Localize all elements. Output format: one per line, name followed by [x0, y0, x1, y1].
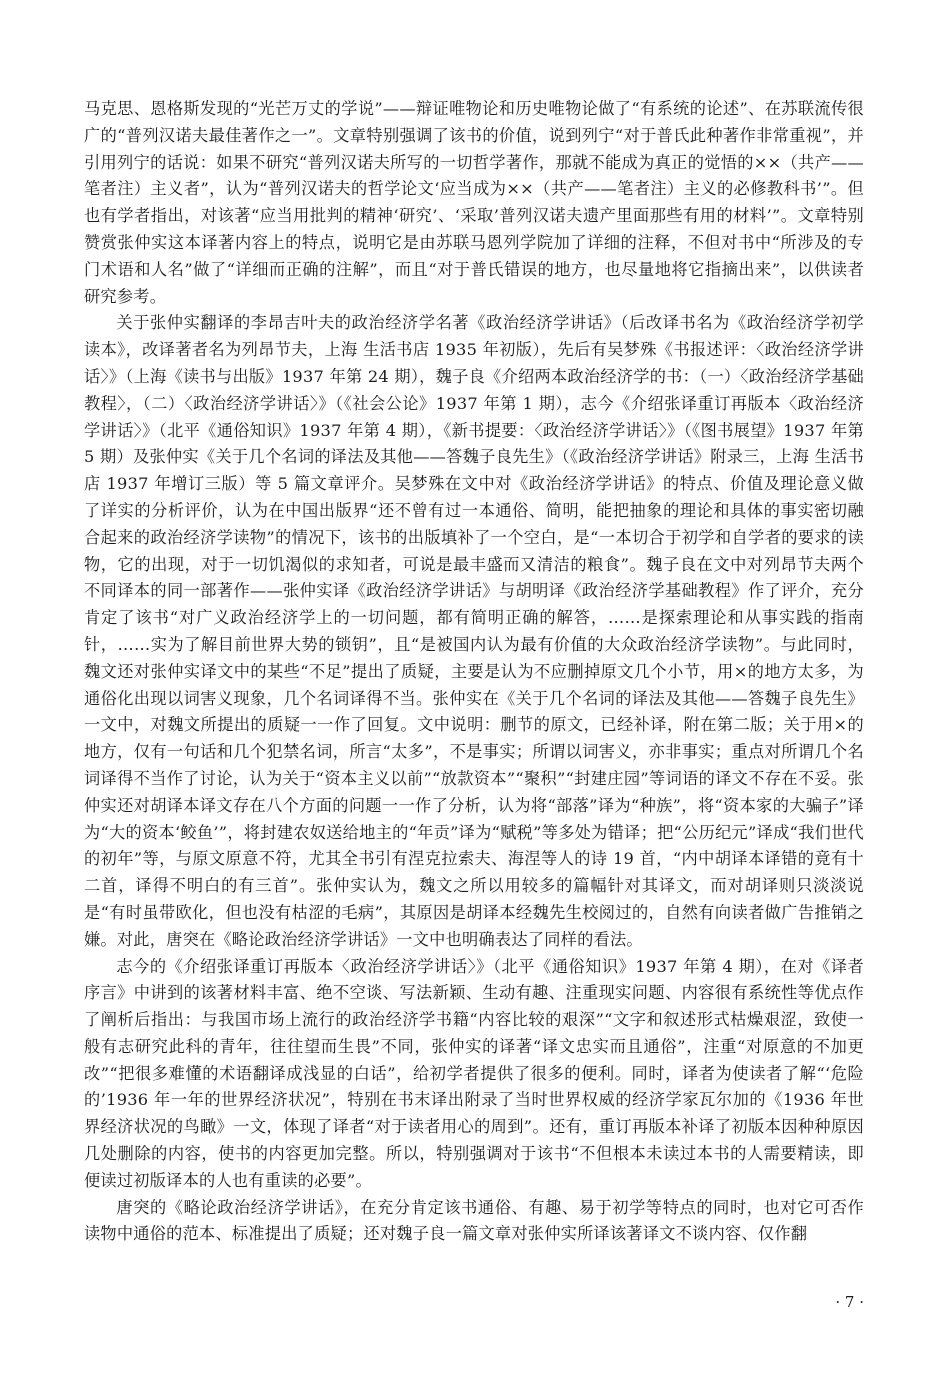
document-body: [84, 96, 864, 1248]
paragraph-4: 唐突的《略论政治经济学讲话》，在充分肯定该书通俗、有趣、易于初学等特点的同时，也对它可否作读物中通俗的范本、标准提出了质疑；还对魏子良一篇文章对张仲实所译该著译文不谈内容、仅作翻: [84, 1197, 864, 1244]
paragraph-3: 志今的《介绍张译重订再版本〈政治经济学讲话〉》（北平《通俗知识》1937 年第 4 期），在对《译者序言》中讲到的该著材料丰富、绝不空谈、写法新颖、生动有趣、注重现实问题、内容很有系统性等优点作了阐析后指出：与我国市场上流行的政治经济学书籍“内容比较的艰深”“文字和叙述形式枯燥艰涩，致使一般有志研究此科的青年，往往望而生畏”不同，张仲实的译著“译文忠实而且通俗”，注重“对原意的不加更改”“把很多难懂的术语翻译成浅显的白话”，给初学者提供了很多的便利。同时，译者为使读者了解“‘危险的’1936 年一年的世界经济状况”，特别在书末译出附录了当时世界权威的经济学家瓦尔加的《1936 年世界经济状况的鸟瞰》一文，体现了译者“对于读者用心的周到”。还有，重订再版本补译了初版本因种种原因几处删除的内容，使书的内容更加完整。所以，特别强调对于该书“不但根本未读过本书的人需要精读，即便读过初版译本的人也有重读的必要”。: [84, 956, 864, 1190]
paragraph-1: 马克思、恩格斯发现的“光芒万丈的学说”——辩证唯物论和历史唯物论做了“有系统的论述”、在苏联流传很广的“普列汉诺夫最佳著作之一”。文章特别强调了该书的价值，说到列宁“对于普氏此种著作非常重视”，并引用列宁的话说：如果不研究“普列汉诺夫所写的一切哲学著作，那就不能成为真正的觉悟的××（共产——笔者注）主义者”，认为“普列汉诺夫的哲学论文‘应当成为××（共产——笔者注）主义的必修教科书’”。但也有学者指出，对该著“应当用批判的精神‘研究’、‘采取’普列汉诺夫遗产里面那些有用的材料’”。文章特别赞赏张仲实这本译著内容上的特点，说明它是由苏联马恩列学院加了详细的注释，不但对书中“所涉及的专门术语和人名”做了“详细而正确的注解”，而且“对于普氏错误的地方，也尽量地将它指摘出来”，以供读者研究参考。: [84, 99, 864, 306]
page-number: · 7 ·: [835, 1293, 864, 1311]
paragraph-2: 关于张仲实翻译的李昂吉叶夫的政治经济学名著《政治经济学讲话》（后改译书名为《政治经济学初学读本》，改译著者名为列昂节夫，上海 生活书店 1935 年初版），先后有吴梦殊《书报述评：〈政治经济学讲话〉》（上海《读书与出版》1937 年第 24 期），魏子良《介绍两本政治经济学的书：（一）〈政治经济学基础教程〉，（二）〈政治经济学讲话〉》（《社会公论》1937 年第 1 期），志今《介绍张译重订再版本〈政治经济学讲话〉》（北平《通俗知识》1937 年第 4 期），《新书提要：〈政治经济学讲话〉》（《图书展望》1937 年第 5 期）及张仲实《关于几个名词的译法及其他——答魏子良先生》（《政治经济学讲话》附录三，上海 生活书店 1937 年增订三版）等 5 篇文章评介。吴梦殊在文中对《政治经济学讲话》的特点、价值及理论意义做了详实的分析评价，认为在中国出版界“还不曾有过一本通俗、简明，能把抽象的理论和具体的事实密切融合起来的政治经济学读物”的情况下，该书的出版填补了一个空白，是“一本切合于初学和自学者的要求的读物，它的出现，对于一切饥渴似的求知者，可说是最丰盛而又清洁的粮食”。魏子良在文中对列昂节夫两个不同译本的同一部著作——张仲实译《政治经济学讲话》与胡明译《政治经济学基础教程》作了评介，充分肯定了该书“对广义政治经济学上的一切问题，都有简明正确的解答，……是探索理论和从事实践的指南针，……实为了解目前世界大势的锁钥”，且“是被国内认为最有价值的大众政治经济学读物”。与此同时，魏文还对张仲实译文中的某些“不足”提出了质疑，主要是认为不应删掉原文几个小节，用×的地方太多，为通俗化出现以词害义现象，几个名词译得不当。张仲实在《关于几个名词的译法及其他——答魏子良先生》一文中，对魏文所提出的质疑一一作了回复。文中说明：删节的原文，已经补译，附在第二版；关于用×的地方，仅有一句话和几个犯禁名词，所言“太多”，不是事实；所谓以词害义，亦非事实；重点对所谓几个名词译得不当作了讨论，认为关于“资本主义以前”“放款资本”“聚积”“封建庄园”等词语的译文不存在不妥。张仲实还对胡译本译文存在八个方面的问题一一作了分析，认为将“部落”译为“种族”，将“资本家的大骗子”译为“大的资本‘鲛鱼’”，将封建农奴送给地主的“年贡”译为“赋税”等多处为错译；把“公历纪元”译成“我们世代的初年”等，与原文原意不符，尤其全书引有涅克拉索夫、海涅等人的诗 19 首，“内中胡译本译错的竟有十二首，译得不明白的有三首”。张仲实认为，魏文之所以用较多的篇幅针对其译文，而对胡译则只淡淡说是“有时虽带欧化，但也没有枯涩的毛病”，其原因是胡译本经魏先生校阅过的，自然有向读者做广告推销之嫌。对此，唐突在《略论政治经济学讲话》一文中也明确表达了同样的看法。: [84, 313, 864, 949]
